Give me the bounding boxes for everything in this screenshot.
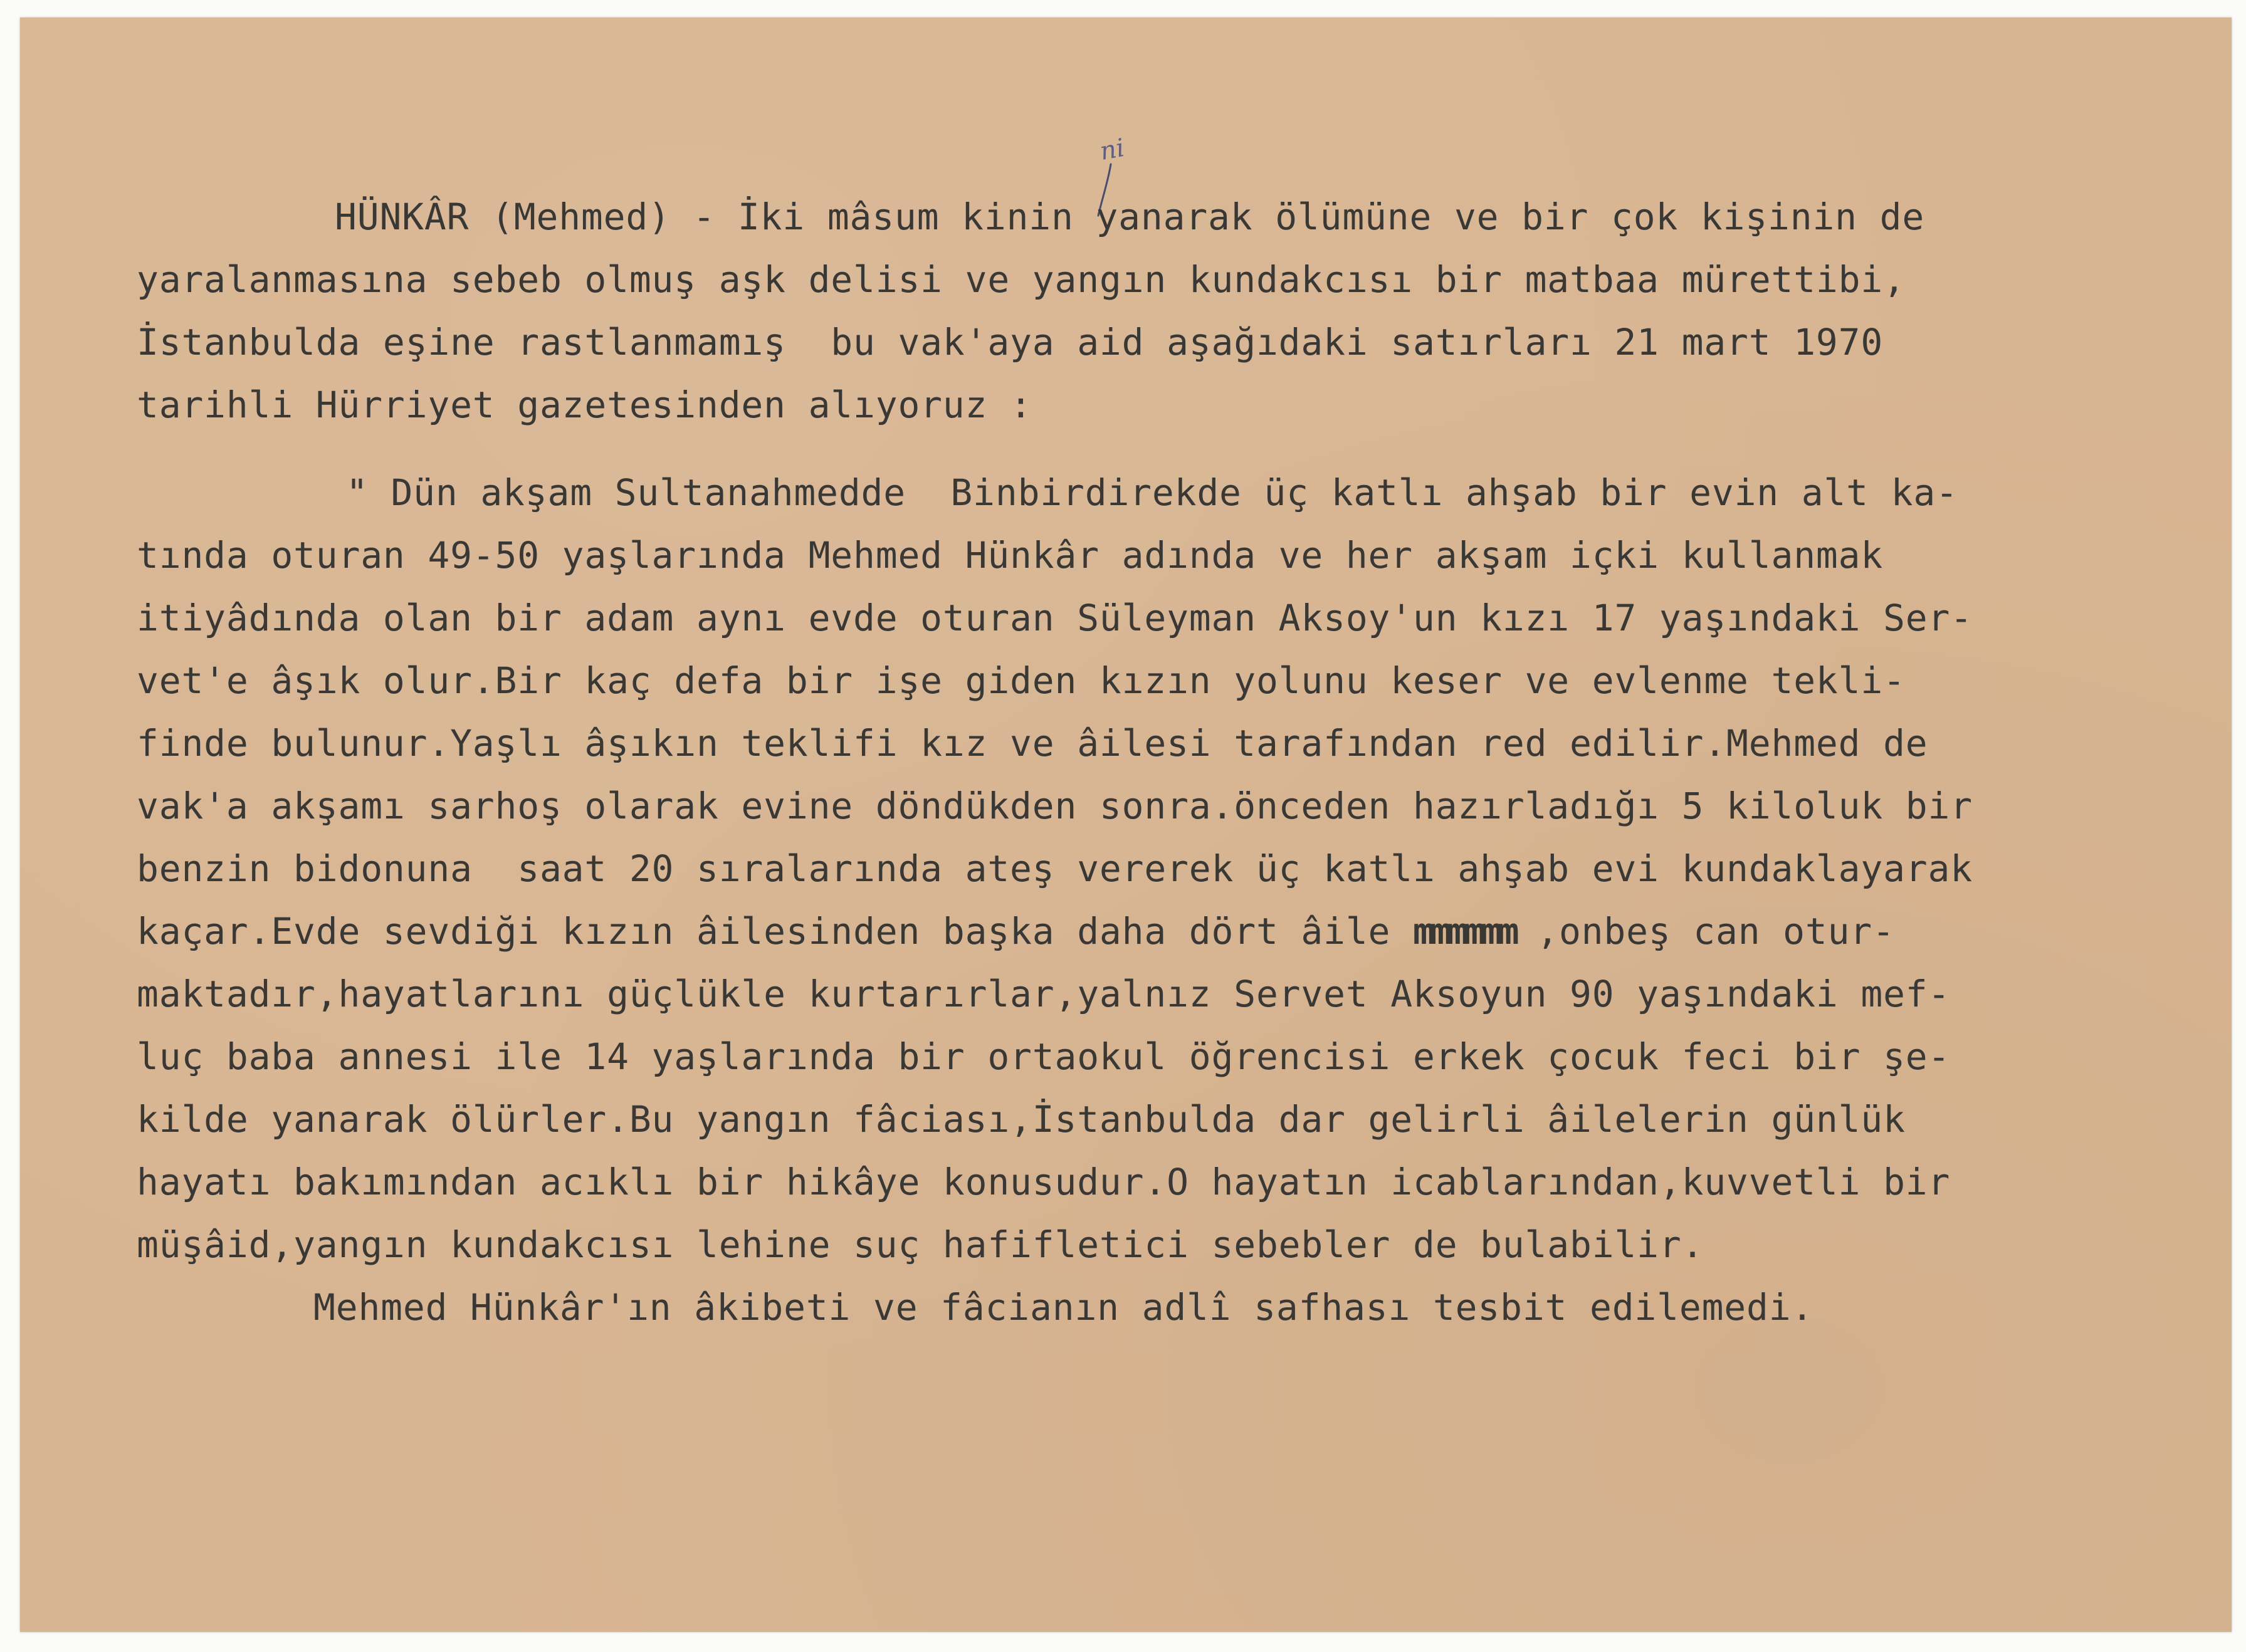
text-line: vak'a akşamı sarhoş olarak evine döndükden sonra.önceden hazırladığı 5 kiloluk bir xyxy=(137,785,1973,827)
text-line: kilde yanarak ölürler.Bu yangın fâciası,İstanbulda dar gelirli âilelerin günlük xyxy=(137,1098,1906,1141)
text-line: luç baba annesi ile 14 yaşlarında bir ortaokul öğrencisi erkek çocuk feci bir şe- xyxy=(137,1035,1951,1078)
handwritten-annotation: ni xyxy=(1098,133,1127,166)
text-line: müşâid,yangın kundakcısı lehine suç hafifletici sebebler de bulabilir. xyxy=(137,1223,1704,1266)
text-segment: ,onbeş can otur- xyxy=(1514,910,1895,953)
text-line-with-strikeover xyxy=(137,909,1895,953)
text-line: tında oturan 49-50 yaşlarında Mehmed Hünkâr adında ve her akşam içki kullanmak xyxy=(137,534,1884,577)
typed-strikeover: mmmmmm xyxy=(1412,910,1514,953)
text-line: hayatı bakımından acıklı bir hikâye konusudur.O hayatın icablarından,kuvvetli bir xyxy=(137,1161,1951,1203)
closing-line: Mehmed Hünkâr'ın âkibeti ve fâcianın adlî safhası tesbit edilemedi. xyxy=(313,1286,1814,1329)
text-line: yaralanmasına sebeb olmuş aşk delisi ve yangın kundakcısı bir matbaa mürettibi, xyxy=(137,258,1906,301)
text-line: tarihli Hürriyet gazetesinden alıyoruz : xyxy=(137,384,1032,426)
text-line: vet'e âşık olur.Bir kaç defa bir işe giden kızın yolunu keser ve evlenme tekli- xyxy=(137,659,1906,702)
text-line: benzin bidonuna saat 20 sıralarında ateş vererek üç katlı ahşab evi kundaklayarak xyxy=(137,847,1973,890)
text-line: İstanbulda eşine rastlanmamış bu vak'aya aid aşağıdaki satırları 21 mart 1970 xyxy=(137,321,1884,363)
text-line: maktadır,hayatlarını güçlükle kurtarırlar,yalnız Servet Aksoyun 90 yaşındaki mef- xyxy=(137,973,1951,1015)
text-line: itiyâdında olan bir adam aynı evde oturan Süleyman Aksoy'un kızı 17 yaşındaki Ser- xyxy=(137,597,1973,639)
text-line: HÜNKÂR (Mehmed) - İki mâsum kinin yanarak ölümüne ve bir çok kişinin de xyxy=(335,196,1925,238)
text-line: finde bulunur.Yaşlı âşıkın teklifi kız ve âilesi tarafından red edilir.Mehmed de xyxy=(137,722,1928,765)
text-line: " Dün akşam Sultanahmedde Binbirdirekde üç katlı ahşab bir evin alt ka- xyxy=(346,471,1958,514)
typewritten-sheet xyxy=(20,18,2232,1632)
text-segment: kaçar.Evde sevdiği kızın âilesinden başka daha dört âile xyxy=(137,910,1413,953)
